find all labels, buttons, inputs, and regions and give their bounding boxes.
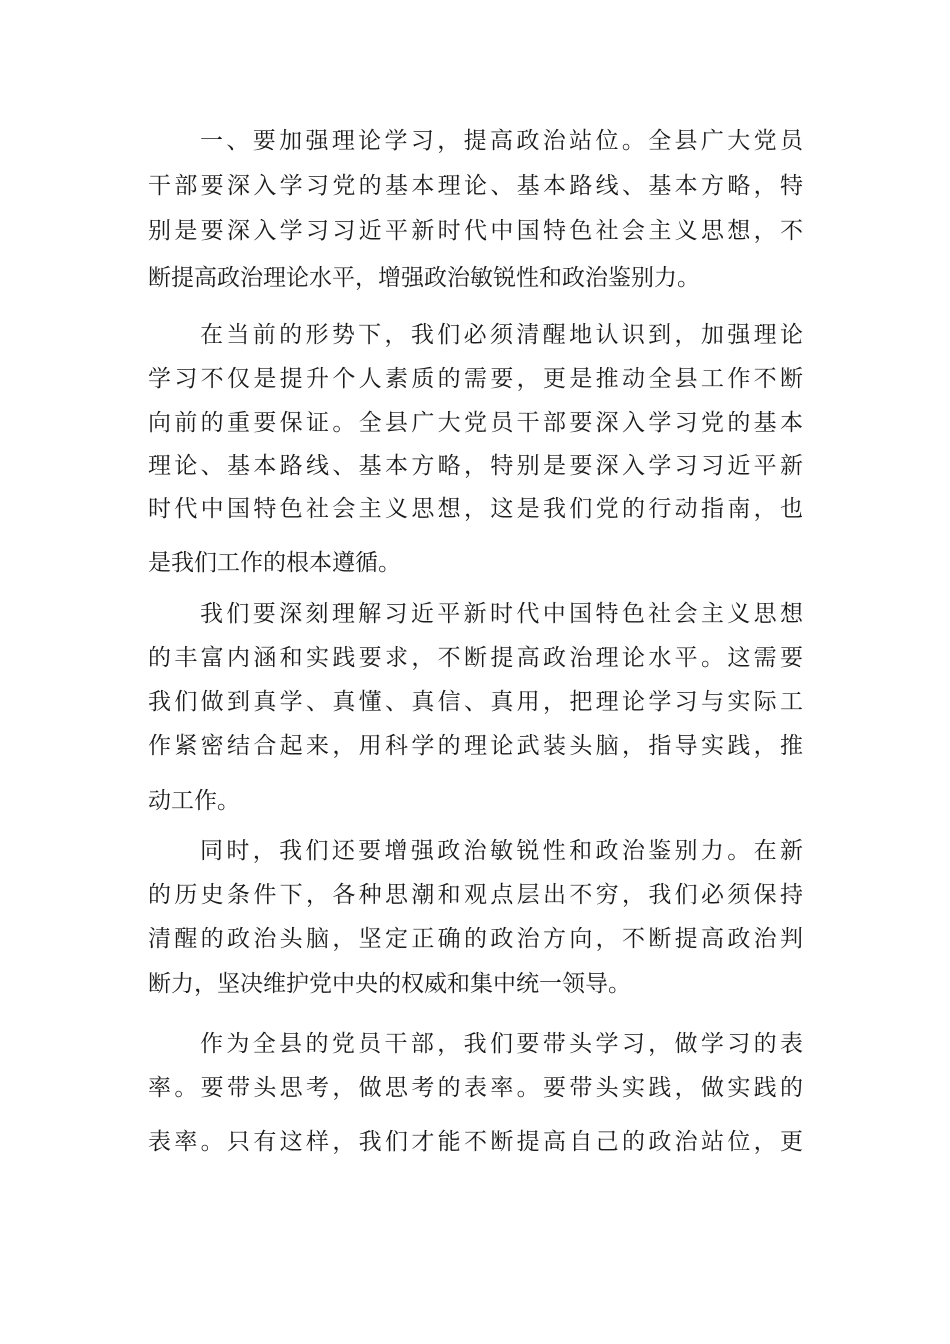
paragraph-line: 清醒的政治头脑，坚定正确的政治方向，不断提高政治判 bbox=[148, 926, 803, 952]
paragraph-line: 是我们工作的根本遵循。 bbox=[148, 550, 401, 576]
paragraph-line: 的丰富内涵和实践要求，不断提高政治理论水平。这需要 bbox=[148, 645, 803, 671]
paragraph-line: 向前的重要保证。全县广大党员干部要深入学习党的基本 bbox=[148, 410, 803, 436]
paragraph-line: 的历史条件下，各种思潮和观点层出不穷，我们必须保持 bbox=[148, 882, 803, 908]
paragraph-line: 干部要深入学习党的基本理论、基本路线、基本方略，特 bbox=[148, 173, 803, 199]
paragraph-line: 学习不仅是提升个人素质的需要，更是推动全县工作不断 bbox=[148, 366, 803, 392]
paragraph-line: 在当前的形势下，我们必须清醒地认识到，加强理论 bbox=[200, 322, 803, 348]
paragraph-line: 作紧密结合起来，用科学的理论武装头脑，指导实践，推 bbox=[148, 733, 803, 759]
paragraph-line: 理论、基本路线、基本方略，特别是要深入学习习近平新 bbox=[148, 453, 803, 479]
paragraph-line: 断力，坚决维护党中央的权威和集中统一领导。 bbox=[148, 971, 631, 997]
paragraph-line: 同时，我们还要增强政治敏锐性和政治鉴别力。在新 bbox=[200, 838, 803, 864]
paragraph-line: 时代中国特色社会主义思想，这是我们党的行动指南，也 bbox=[148, 496, 803, 522]
paragraph-line: 一、要加强理论学习，提高政治站位。全县广大党员 bbox=[200, 128, 803, 154]
paragraph-line: 我们做到真学、真懂、真信、真用，把理论学习与实际工 bbox=[148, 689, 803, 715]
paragraph-line: 率。要带头思考，做思考的表率。要带头实践，做实践的 bbox=[148, 1075, 803, 1101]
paragraph-line: 作为全县的党员干部，我们要带头学习，做学习的表 bbox=[200, 1031, 803, 1057]
paragraph-line: 断提高政治理论水平，增强政治敏锐性和政治鉴别力。 bbox=[148, 265, 700, 291]
paragraph-line: 我们要深刻理解习近平新时代中国特色社会主义思想 bbox=[200, 601, 803, 627]
paragraph-line: 动工作。 bbox=[148, 788, 240, 814]
paragraph-line: 表率。只有这样，我们才能不断提高自己的政治站位，更 bbox=[148, 1129, 803, 1155]
paragraph-line: 别是要深入学习习近平新时代中国特色社会主义思想，不 bbox=[148, 218, 803, 244]
